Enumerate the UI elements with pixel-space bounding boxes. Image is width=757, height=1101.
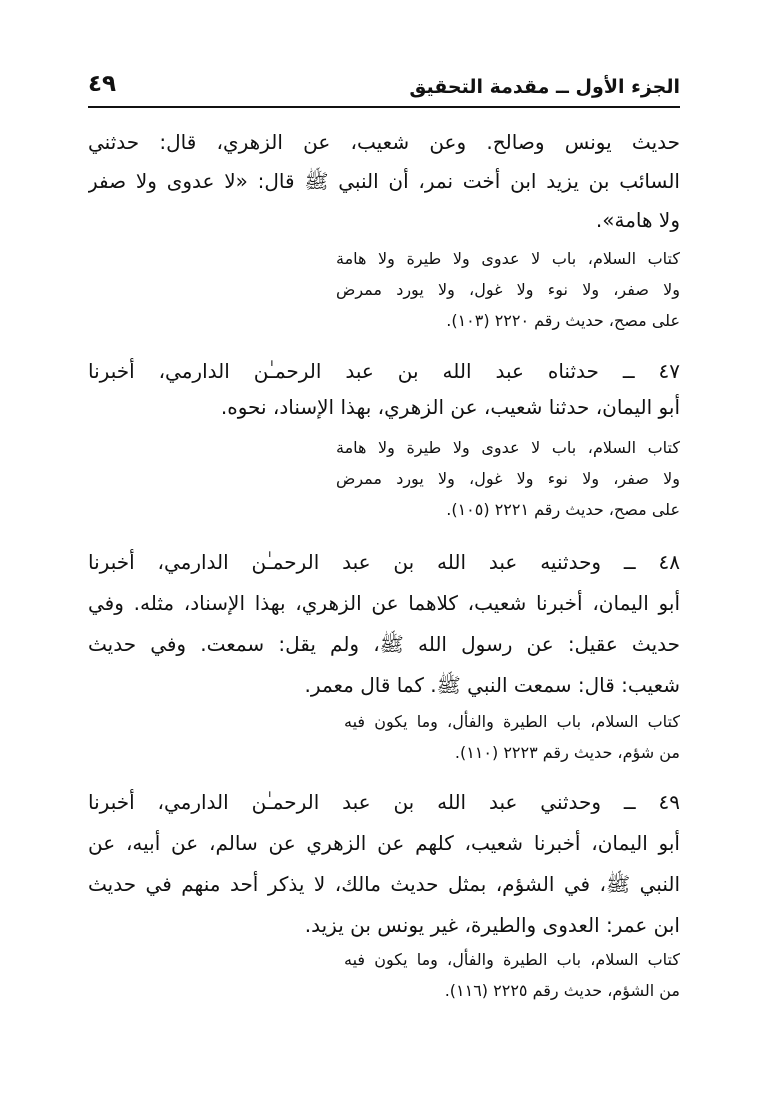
reference-line: على مصح، حديث رقم ٢٢٢١ (١٠٥). bbox=[446, 500, 680, 519]
text-line: حديث يونس وصالح. وعن شعيب، عن الزهري، قال: حدثني bbox=[88, 130, 680, 154]
hadith-49 bbox=[88, 787, 680, 940]
running-title: الجزء الأول ــ مقدمة التحقيق bbox=[409, 76, 680, 98]
text-line: أبو اليمان، أخبرنا شعيب، كلاهما عن الزهري، بهذا الإسناد، مثله. وفي bbox=[88, 591, 680, 615]
text-line: حديث عقيل: عن رسول الله ﷺ، ولم يقل: سمعت. وفي حديث bbox=[88, 632, 680, 656]
hadith-paragraph-continuation bbox=[88, 127, 680, 235]
reference-line: ولا صفر، ولا نوء ولا غول، ولا يورد ممرض bbox=[336, 469, 680, 488]
hadith-48 bbox=[88, 547, 680, 700]
text-line: ولا هامة». bbox=[595, 208, 680, 232]
reference-line: من الشؤم، حديث رقم ٢٢٢٥ (١١٦). bbox=[444, 981, 680, 1000]
page bbox=[88, 70, 680, 1000]
text-line: ٤٧ ــ حدثناه عبد الله بن عبد الرحمـٰن الدارمي، أخبرنا bbox=[88, 359, 680, 383]
text-line: ٤٩ ــ وحدثني عبد الله بن عبد الرحمـٰن الدارمي، أخبرنا bbox=[88, 790, 680, 814]
text-line: النبي ﷺ، في الشؤم، بمثل حديث مالك، لا يذكر أحد منهم في حديث bbox=[88, 872, 680, 896]
text-line: أبو اليمان، حدثنا شعيب، عن الزهري، بهذا الإسناد، نحوه. bbox=[220, 395, 680, 419]
text-line: شعيب: قال: سمعت النبي ﷺ. كما قال معمر. bbox=[304, 673, 680, 697]
reference-note bbox=[344, 948, 680, 1003]
reference-note bbox=[336, 436, 680, 522]
reference-line: كتاب السلام، باب الطيرة والفأل، وما يكون فيه bbox=[344, 950, 680, 969]
text-line: ٤٨ ــ وحدثنيه عبد الله بن عبد الرحمـٰن الدارمي، أخبرنا bbox=[88, 550, 680, 574]
reference-line: ولا صفر، ولا نوء ولا غول، ولا يورد ممرض bbox=[336, 280, 680, 299]
text-line: ابن عمر: العدوى والطيرة، غير يونس بن يزيد. bbox=[304, 913, 680, 937]
reference-line: كتاب السلام، باب الطيرة والفأل، وما يكون فيه bbox=[344, 712, 680, 731]
reference-line: من شؤم، حديث رقم ٢٢٢٣ (١١٠). bbox=[454, 743, 680, 762]
page-number: ٤٩ bbox=[88, 71, 117, 97]
reference-line: كتاب السلام، باب لا عدوى ولا طيرة ولا هامة bbox=[336, 249, 680, 268]
reference-line: على مصح، حديث رقم ٢٢٢٠ (١٠٣). bbox=[446, 311, 680, 330]
text-line: أبو اليمان، أخبرنا شعيب، كلهم عن الزهري عن سالم، عن أبيه، عن bbox=[88, 831, 680, 855]
text-line: السائب بن يزيد ابن أخت نمر، أن النبي ﷺ قال: «لا عدوى ولا صفر bbox=[88, 169, 680, 193]
reference-note bbox=[336, 247, 680, 333]
hadith-47 bbox=[88, 356, 680, 422]
reference-line: كتاب السلام، باب لا عدوى ولا طيرة ولا هامة bbox=[336, 438, 680, 457]
page-header bbox=[88, 70, 680, 108]
reference-note bbox=[344, 710, 680, 765]
